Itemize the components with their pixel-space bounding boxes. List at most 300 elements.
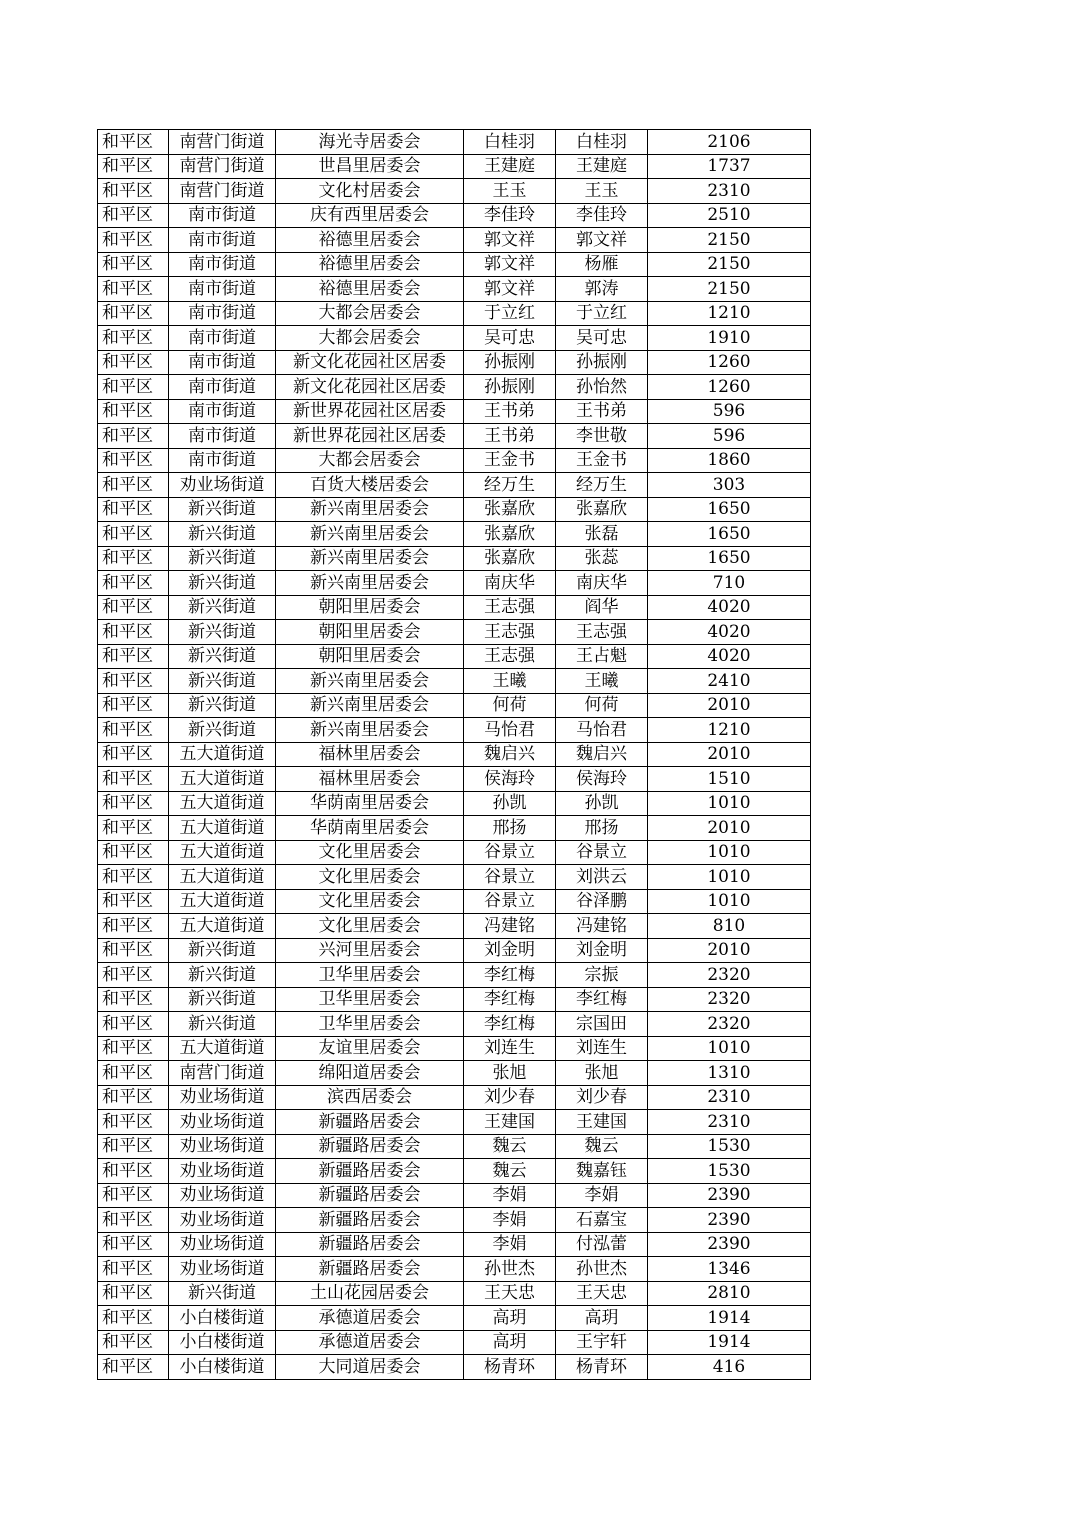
district-cell: 和平区	[98, 1281, 169, 1306]
member-cell: 孙怡然	[556, 375, 648, 400]
head-cell: 张嘉欣	[464, 546, 556, 571]
district-cell: 和平区	[98, 1232, 169, 1257]
head-cell: 孙振刚	[464, 350, 556, 375]
street-cell: 新兴街道	[169, 571, 276, 596]
street-cell: 劝业场街道	[169, 1208, 276, 1233]
committee-cell: 大都会居委会	[276, 326, 464, 351]
head-cell: 白桂羽	[464, 130, 556, 155]
table-row	[98, 816, 811, 841]
district-cell: 和平区	[98, 889, 169, 914]
member-cell: 王玉	[556, 179, 648, 204]
district-cell: 和平区	[98, 1208, 169, 1233]
member-cell: 谷景立	[556, 840, 648, 865]
district-cell: 和平区	[98, 669, 169, 694]
member-cell: 张旭	[556, 1061, 648, 1086]
street-cell: 南市街道	[169, 326, 276, 351]
committee-cell: 华荫南里居委会	[276, 791, 464, 816]
street-cell: 新兴街道	[169, 718, 276, 743]
head-cell: 刘连生	[464, 1036, 556, 1061]
committee-cell: 新兴南里居委会	[276, 497, 464, 522]
table-row	[98, 154, 811, 179]
member-cell: 孙凯	[556, 791, 648, 816]
committee-cell: 新世界花园社区居委	[276, 399, 464, 424]
head-cell: 李红梅	[464, 1012, 556, 1037]
table-row	[98, 1257, 811, 1282]
member-cell: 王建国	[556, 1110, 648, 1135]
committee-cell: 大同道居委会	[276, 1355, 464, 1380]
street-cell: 五大道街道	[169, 865, 276, 890]
committee-cell: 新疆路居委会	[276, 1183, 464, 1208]
head-cell: 侯海玲	[464, 767, 556, 792]
street-cell: 南市街道	[169, 301, 276, 326]
table-row	[98, 620, 811, 645]
amount-cell: 2410	[648, 669, 811, 694]
table-row	[98, 497, 811, 522]
member-cell: 冯建铭	[556, 914, 648, 939]
committee-cell: 新兴南里居委会	[276, 718, 464, 743]
member-cell: 王曦	[556, 669, 648, 694]
committee-cell: 裕德里居委会	[276, 252, 464, 277]
head-cell: 于立红	[464, 301, 556, 326]
amount-cell: 1650	[648, 497, 811, 522]
table-row	[98, 1159, 811, 1184]
table-row	[98, 718, 811, 743]
district-cell: 和平区	[98, 571, 169, 596]
table-row	[98, 963, 811, 988]
member-cell: 阎华	[556, 595, 648, 620]
table-row	[98, 571, 811, 596]
table-row	[98, 938, 811, 963]
committee-cell: 新兴南里居委会	[276, 693, 464, 718]
table-row	[98, 399, 811, 424]
street-cell: 劝业场街道	[169, 1159, 276, 1184]
data-table	[97, 129, 811, 1380]
member-cell: 宗振	[556, 963, 648, 988]
district-cell: 和平区	[98, 1134, 169, 1159]
district-cell: 和平区	[98, 620, 169, 645]
head-cell: 郭文祥	[464, 228, 556, 253]
member-cell: 付泓蕾	[556, 1232, 648, 1257]
table-row	[98, 1183, 811, 1208]
head-cell: 王曦	[464, 669, 556, 694]
committee-cell: 文化里居委会	[276, 914, 464, 939]
street-cell: 劝业场街道	[169, 473, 276, 498]
member-cell: 王占魁	[556, 644, 648, 669]
street-cell: 新兴街道	[169, 963, 276, 988]
amount-cell: 2390	[648, 1232, 811, 1257]
table-row	[98, 693, 811, 718]
table-row	[98, 448, 811, 473]
head-cell: 孙世杰	[464, 1257, 556, 1282]
head-cell: 谷景立	[464, 840, 556, 865]
district-cell: 和平区	[98, 1159, 169, 1184]
table-row	[98, 326, 811, 351]
committee-cell: 新疆路居委会	[276, 1159, 464, 1184]
member-cell: 于立红	[556, 301, 648, 326]
committee-cell: 大都会居委会	[276, 301, 464, 326]
street-cell: 新兴街道	[169, 546, 276, 571]
committee-cell: 新兴南里居委会	[276, 546, 464, 571]
head-cell: 何荷	[464, 693, 556, 718]
head-cell: 邢扬	[464, 816, 556, 841]
amount-cell: 2310	[648, 179, 811, 204]
head-cell: 孙凯	[464, 791, 556, 816]
street-cell: 小白楼街道	[169, 1306, 276, 1331]
district-cell: 和平区	[98, 840, 169, 865]
district-cell: 和平区	[98, 399, 169, 424]
amount-cell: 2010	[648, 816, 811, 841]
member-cell: 王书弟	[556, 399, 648, 424]
head-cell: 经万生	[464, 473, 556, 498]
committee-cell: 新疆路居委会	[276, 1232, 464, 1257]
street-cell: 新兴街道	[169, 1281, 276, 1306]
district-cell: 和平区	[98, 1330, 169, 1355]
table-row	[98, 644, 811, 669]
amount-cell: 2390	[648, 1183, 811, 1208]
amount-cell: 1010	[648, 1036, 811, 1061]
member-cell: 张蕊	[556, 546, 648, 571]
head-cell: 王金书	[464, 448, 556, 473]
district-cell: 和平区	[98, 252, 169, 277]
street-cell: 五大道街道	[169, 840, 276, 865]
table-row	[98, 228, 811, 253]
amount-cell: 2510	[648, 203, 811, 228]
committee-cell: 裕德里居委会	[276, 277, 464, 302]
head-cell: 李娟	[464, 1208, 556, 1233]
amount-cell: 1260	[648, 350, 811, 375]
district-cell: 和平区	[98, 1085, 169, 1110]
amount-cell: 1650	[648, 522, 811, 547]
street-cell: 南营门街道	[169, 130, 276, 155]
amount-cell: 2010	[648, 938, 811, 963]
table-row	[98, 1110, 811, 1135]
head-cell: 王志强	[464, 644, 556, 669]
amount-cell: 1010	[648, 840, 811, 865]
amount-cell: 416	[648, 1355, 811, 1380]
amount-cell: 1737	[648, 154, 811, 179]
member-cell: 张磊	[556, 522, 648, 547]
table-row	[98, 1012, 811, 1037]
committee-cell: 世昌里居委会	[276, 154, 464, 179]
committee-cell: 裕德里居委会	[276, 228, 464, 253]
street-cell: 五大道街道	[169, 791, 276, 816]
committee-cell: 福林里居委会	[276, 767, 464, 792]
head-cell: 李红梅	[464, 987, 556, 1012]
street-cell: 南市街道	[169, 277, 276, 302]
street-cell: 劝业场街道	[169, 1232, 276, 1257]
member-cell: 魏启兴	[556, 742, 648, 767]
street-cell: 劝业场街道	[169, 1257, 276, 1282]
street-cell: 劝业场街道	[169, 1183, 276, 1208]
member-cell: 王建庭	[556, 154, 648, 179]
district-cell: 和平区	[98, 228, 169, 253]
member-cell: 白桂羽	[556, 130, 648, 155]
committee-cell: 新疆路居委会	[276, 1134, 464, 1159]
committee-cell: 新文化花园社区居委	[276, 350, 464, 375]
committee-cell: 文化村居委会	[276, 179, 464, 204]
district-cell: 和平区	[98, 375, 169, 400]
committee-cell: 卫华里居委会	[276, 987, 464, 1012]
head-cell: 刘少春	[464, 1085, 556, 1110]
head-cell: 郭文祥	[464, 252, 556, 277]
committee-cell: 承德道居委会	[276, 1306, 464, 1331]
head-cell: 王志强	[464, 620, 556, 645]
head-cell: 魏云	[464, 1159, 556, 1184]
amount-cell: 2010	[648, 693, 811, 718]
street-cell: 小白楼街道	[169, 1355, 276, 1380]
member-cell: 王志强	[556, 620, 648, 645]
committee-cell: 朝阳里居委会	[276, 620, 464, 645]
committee-cell: 百货大楼居委会	[276, 473, 464, 498]
amount-cell: 2310	[648, 1110, 811, 1135]
table-row	[98, 203, 811, 228]
committee-cell: 友谊里居委会	[276, 1036, 464, 1061]
head-cell: 王志强	[464, 595, 556, 620]
district-cell: 和平区	[98, 1257, 169, 1282]
committee-cell: 文化里居委会	[276, 840, 464, 865]
member-cell: 李红梅	[556, 987, 648, 1012]
district-cell: 和平区	[98, 693, 169, 718]
head-cell: 郭文祥	[464, 277, 556, 302]
member-cell: 吴可忠	[556, 326, 648, 351]
committee-cell: 海光寺居委会	[276, 130, 464, 155]
member-cell: 孙世杰	[556, 1257, 648, 1282]
table-row	[98, 179, 811, 204]
table-row	[98, 987, 811, 1012]
head-cell: 李娟	[464, 1232, 556, 1257]
street-cell: 南市街道	[169, 252, 276, 277]
table-row	[98, 1036, 811, 1061]
committee-cell: 卫华里居委会	[276, 963, 464, 988]
amount-cell: 4020	[648, 620, 811, 645]
committee-cell: 大都会居委会	[276, 448, 464, 473]
member-cell: 宗国田	[556, 1012, 648, 1037]
street-cell: 南市街道	[169, 424, 276, 449]
street-cell: 新兴街道	[169, 669, 276, 694]
street-cell: 五大道街道	[169, 914, 276, 939]
amount-cell: 303	[648, 473, 811, 498]
committee-cell: 福林里居委会	[276, 742, 464, 767]
street-cell: 新兴街道	[169, 987, 276, 1012]
member-cell: 王天忠	[556, 1281, 648, 1306]
committee-cell: 新兴南里居委会	[276, 571, 464, 596]
street-cell: 南营门街道	[169, 1061, 276, 1086]
amount-cell: 596	[648, 424, 811, 449]
table-row	[98, 301, 811, 326]
street-cell: 南市街道	[169, 228, 276, 253]
committee-cell: 兴河里居委会	[276, 938, 464, 963]
amount-cell: 1010	[648, 791, 811, 816]
table-row	[98, 1085, 811, 1110]
district-cell: 和平区	[98, 742, 169, 767]
head-cell: 谷景立	[464, 889, 556, 914]
table-body	[98, 130, 811, 1380]
district-cell: 和平区	[98, 154, 169, 179]
street-cell: 劝业场街道	[169, 1134, 276, 1159]
district-cell: 和平区	[98, 1306, 169, 1331]
amount-cell: 2106	[648, 130, 811, 155]
amount-cell: 1010	[648, 865, 811, 890]
table-row	[98, 1330, 811, 1355]
member-cell: 经万生	[556, 473, 648, 498]
district-cell: 和平区	[98, 644, 169, 669]
head-cell: 魏启兴	[464, 742, 556, 767]
district-cell: 和平区	[98, 767, 169, 792]
table-row	[98, 767, 811, 792]
table-row	[98, 1208, 811, 1233]
amount-cell: 1914	[648, 1330, 811, 1355]
street-cell: 南市街道	[169, 203, 276, 228]
member-cell: 王金书	[556, 448, 648, 473]
amount-cell: 2810	[648, 1281, 811, 1306]
amount-cell: 2150	[648, 277, 811, 302]
amount-cell: 1346	[648, 1257, 811, 1282]
district-cell: 和平区	[98, 522, 169, 547]
head-cell: 孙振刚	[464, 375, 556, 400]
amount-cell: 710	[648, 571, 811, 596]
amount-cell: 1650	[648, 546, 811, 571]
street-cell: 五大道街道	[169, 1036, 276, 1061]
table-row	[98, 791, 811, 816]
district-cell: 和平区	[98, 816, 169, 841]
head-cell: 王书弟	[464, 424, 556, 449]
table-row	[98, 350, 811, 375]
head-cell: 杨青环	[464, 1355, 556, 1380]
district-cell: 和平区	[98, 301, 169, 326]
street-cell: 新兴街道	[169, 497, 276, 522]
district-cell: 和平区	[98, 914, 169, 939]
member-cell: 刘金明	[556, 938, 648, 963]
member-cell: 石嘉宝	[556, 1208, 648, 1233]
member-cell: 魏云	[556, 1134, 648, 1159]
head-cell: 张嘉欣	[464, 497, 556, 522]
district-cell: 和平区	[98, 277, 169, 302]
amount-cell: 2310	[648, 1085, 811, 1110]
head-cell: 王建庭	[464, 154, 556, 179]
district-cell: 和平区	[98, 963, 169, 988]
street-cell: 南营门街道	[169, 154, 276, 179]
street-cell: 南营门街道	[169, 179, 276, 204]
head-cell: 王建国	[464, 1110, 556, 1135]
member-cell: 郭涛	[556, 277, 648, 302]
table-row	[98, 522, 811, 547]
member-cell: 王宇轩	[556, 1330, 648, 1355]
street-cell: 南市街道	[169, 350, 276, 375]
table-row	[98, 840, 811, 865]
amount-cell: 2320	[648, 987, 811, 1012]
district-cell: 和平区	[98, 595, 169, 620]
amount-cell: 1530	[648, 1159, 811, 1184]
member-cell: 邢扬	[556, 816, 648, 841]
head-cell: 张嘉欣	[464, 522, 556, 547]
head-cell: 马怡君	[464, 718, 556, 743]
head-cell: 李娟	[464, 1183, 556, 1208]
table-row	[98, 865, 811, 890]
street-cell: 劝业场街道	[169, 1110, 276, 1135]
table-row	[98, 424, 811, 449]
member-cell: 马怡君	[556, 718, 648, 743]
committee-cell: 承德道居委会	[276, 1330, 464, 1355]
district-cell: 和平区	[98, 938, 169, 963]
amount-cell: 810	[648, 914, 811, 939]
committee-cell: 新疆路居委会	[276, 1110, 464, 1135]
district-cell: 和平区	[98, 179, 169, 204]
member-cell: 孙振刚	[556, 350, 648, 375]
street-cell: 南市街道	[169, 375, 276, 400]
street-cell: 五大道街道	[169, 767, 276, 792]
committee-cell: 新兴南里居委会	[276, 669, 464, 694]
head-cell: 王天忠	[464, 1281, 556, 1306]
street-cell: 新兴街道	[169, 938, 276, 963]
member-cell: 侯海玲	[556, 767, 648, 792]
street-cell: 新兴街道	[169, 693, 276, 718]
district-cell: 和平区	[98, 326, 169, 351]
table-row	[98, 1232, 811, 1257]
amount-cell: 1210	[648, 301, 811, 326]
head-cell: 谷景立	[464, 865, 556, 890]
member-cell: 刘少春	[556, 1085, 648, 1110]
street-cell: 新兴街道	[169, 1012, 276, 1037]
street-cell: 五大道街道	[169, 742, 276, 767]
member-cell: 高玥	[556, 1306, 648, 1331]
district-cell: 和平区	[98, 1061, 169, 1086]
street-cell: 小白楼街道	[169, 1330, 276, 1355]
table-row	[98, 1281, 811, 1306]
committee-cell: 新文化花园社区居委	[276, 375, 464, 400]
committee-cell: 土山花园居委会	[276, 1281, 464, 1306]
member-cell: 刘洪云	[556, 865, 648, 890]
committee-cell: 新兴南里居委会	[276, 522, 464, 547]
amount-cell: 2390	[648, 1208, 811, 1233]
table-row	[98, 252, 811, 277]
head-cell: 王玉	[464, 179, 556, 204]
district-cell: 和平区	[98, 1183, 169, 1208]
district-cell: 和平区	[98, 791, 169, 816]
table-row	[98, 546, 811, 571]
amount-cell: 1860	[648, 448, 811, 473]
table-row	[98, 375, 811, 400]
street-cell: 劝业场街道	[169, 1085, 276, 1110]
street-cell: 五大道街道	[169, 816, 276, 841]
amount-cell: 1510	[648, 767, 811, 792]
district-cell: 和平区	[98, 865, 169, 890]
district-cell: 和平区	[98, 424, 169, 449]
district-cell: 和平区	[98, 203, 169, 228]
committee-cell: 滨西居委会	[276, 1085, 464, 1110]
district-cell: 和平区	[98, 350, 169, 375]
amount-cell: 2320	[648, 963, 811, 988]
amount-cell: 1210	[648, 718, 811, 743]
head-cell: 高玥	[464, 1306, 556, 1331]
district-cell: 和平区	[98, 1012, 169, 1037]
committee-cell: 朝阳里居委会	[276, 644, 464, 669]
committee-cell: 华荫南里居委会	[276, 816, 464, 841]
member-cell: 张嘉欣	[556, 497, 648, 522]
committee-cell: 文化里居委会	[276, 865, 464, 890]
head-cell: 刘金明	[464, 938, 556, 963]
amount-cell: 2150	[648, 228, 811, 253]
table-row	[98, 473, 811, 498]
amount-cell: 2150	[648, 252, 811, 277]
amount-cell: 1910	[648, 326, 811, 351]
amount-cell: 1010	[648, 889, 811, 914]
district-cell: 和平区	[98, 473, 169, 498]
district-cell: 和平区	[98, 546, 169, 571]
member-cell: 谷泽鹏	[556, 889, 648, 914]
head-cell: 李佳玲	[464, 203, 556, 228]
table-row	[98, 130, 811, 155]
amount-cell: 1310	[648, 1061, 811, 1086]
